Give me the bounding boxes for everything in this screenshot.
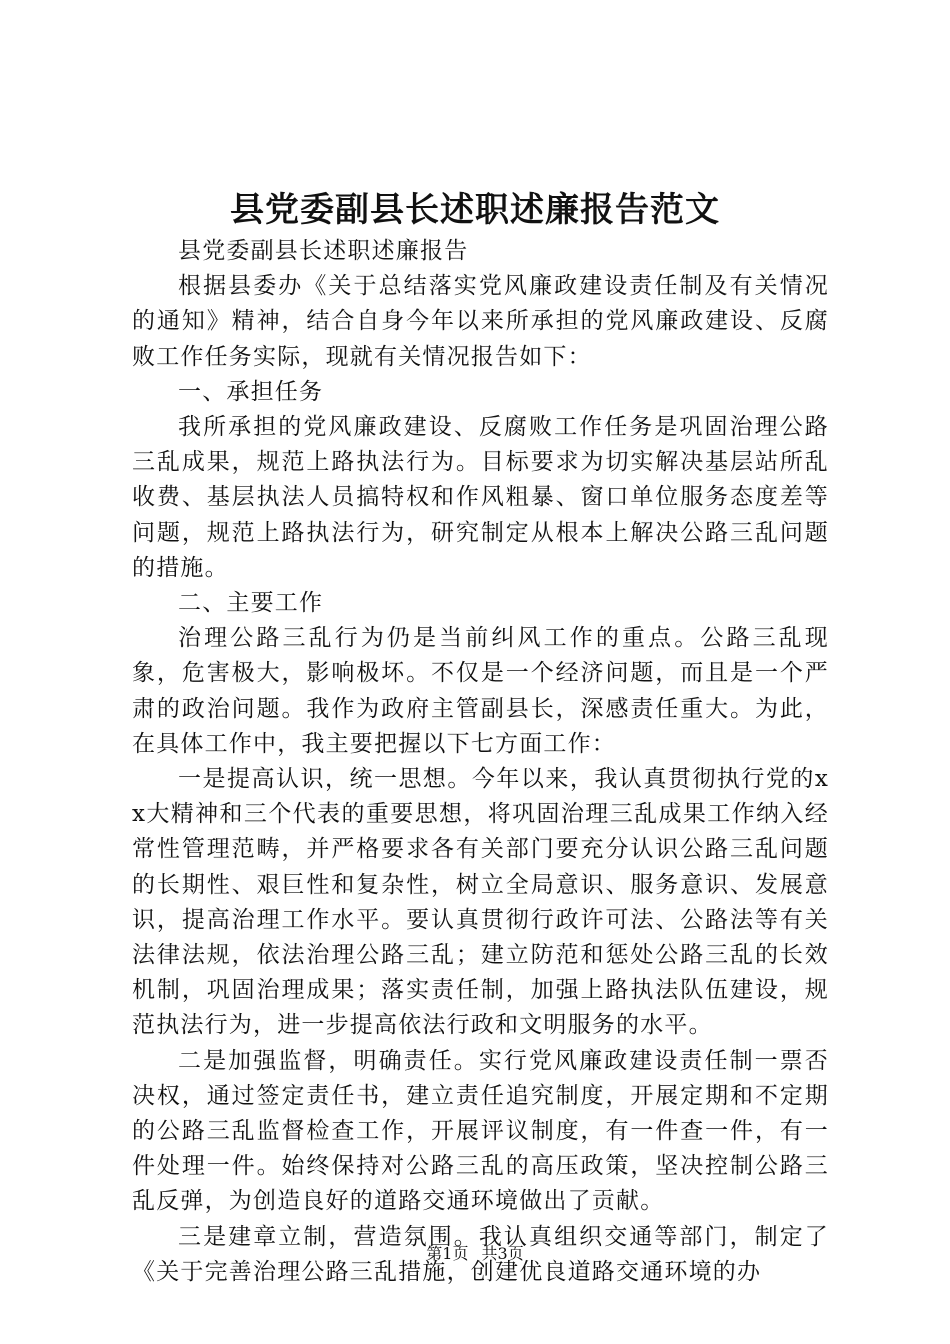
paragraph-tasks: 我所承担的党风廉政建设、反腐败工作任务是巩固治理公路三乱成果，规范上路执法行为。目标要求为切实解决基层站所乱收费、基层执法人员搞特权和作风粗暴、窗口单位服务态度差等问题，规范上路执法行为，研究制定从根本上解决公路三乱问题的措施。 [132, 414, 829, 581]
section-heading-tasks: 一、承担任务 [178, 378, 324, 405]
document-title: 县党委副县长述职述廉报告范文 [230, 190, 720, 230]
page-footer [0, 1243, 950, 1265]
paragraph-point-two: 二是加强监督，明确责任。实行党风廉政建设责任制一票否决权，通过签定责任书，建立责任追究制度，开展定期和不定期的公路三乱监督检查工作，开展评议制度，有一件查一件，有一件处理一件。始终保持对公路三乱的高压政策，坚决控制公路三乱反弹，为创造良好的道路交通环境做出了贡献。 [132, 1047, 829, 1215]
page-number: 第1页 [426, 1244, 469, 1263]
paragraph-intro: 根据县委办《关于总结落实党风廉政建设责任制及有关情况的通知》精神，结合自身今年以来所承担的党风廉政建设、反腐败工作任务实际，现就有关情况报告如下： [132, 273, 829, 370]
page-total: 共3页 [481, 1244, 524, 1263]
paragraph-point-one: 一是提高认识，统一思想。今年以来，我认真贯彻执行党的xx大精神和三个代表的重要思想，将巩固治理三乱成果工作纳入经常性管理范畴，并严格要求各有关部门要充分认识公路三乱问题的长期性、艰巨性和复杂性，树立全局意识、服务意识、发展意识，提高治理工作水平。要认真贯彻行政许可法、公路法等有关法律法规，依法治理公路三乱；建立防范和惩处公路三乱的长效机制，巩固治理成果；落实责任制，加强上路执法队伍建设，规范执法行为，进一步提高依法行政和文明服务的水平。 [132, 766, 829, 1039]
paragraph-point-three: 三是建章立制，营造氛围。我认真组织交通等部门，制定了《关于完善治理公路三乱措施，创建优良道路交通环境的办 [132, 1223, 829, 1285]
document-body [132, 234, 829, 1290]
paragraph-subtitle: 县党委副县长述职述廉报告 [178, 238, 469, 264]
paragraph-main-work: 治理公路三乱行为仍是当前纠风工作的重点。公路三乱现象，危害极大，影响极坏。不仅是一个经济问题，而且是一个严肃的政治问题。我作为政府主管副县长，深感责任重大。为此，在具体工作中，我主要把握以下七方面工作： [132, 625, 829, 757]
section-heading-main-work: 二、主要工作 [178, 590, 324, 617]
